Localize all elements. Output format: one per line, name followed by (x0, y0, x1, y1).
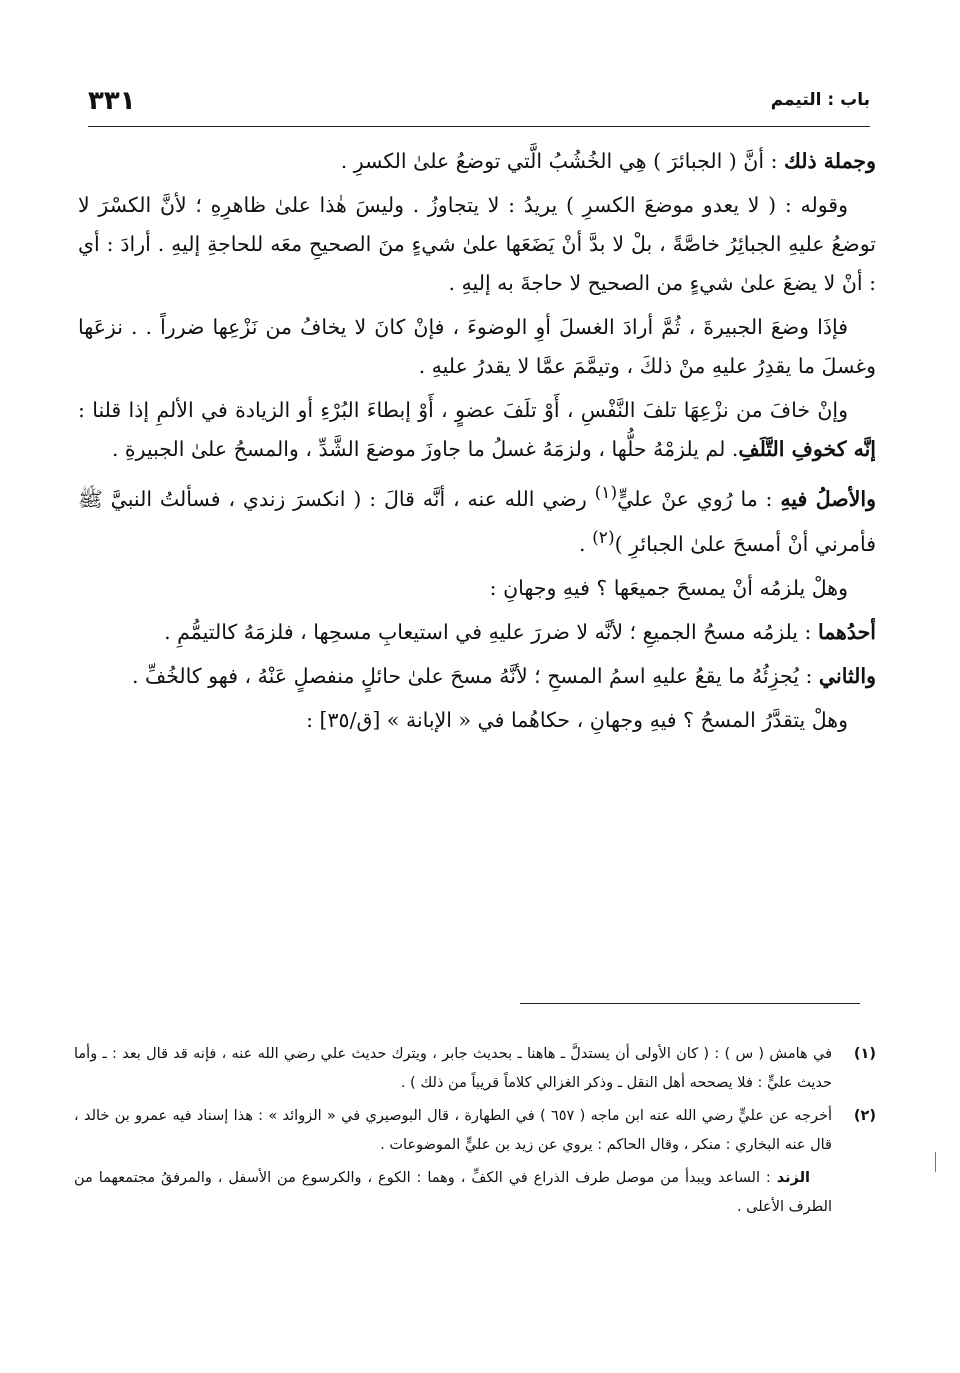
paragraph-removal: فإذَا وضعَ الجبيرةَ ، ثُمَّ أرادَ الغسلَ أوِ الوضوءَ ، فإنْ كانَ لا يخافُ من نَزْعِها ضرراً . . نزعَها وغسلَ ما يقدِرُ عليهِ منْ ذلكَ ، وتيمَّمَ عمَّا لا يقدرُ عليهِ . (78, 315, 876, 378)
paragraph-measure: وهلْ يتقدَّرُ المسحُ ؟ فيهِ وجهانِ ، حكاهُما في « الإبانة » [ق/٣٥] : (306, 707, 848, 732)
main-text (78, 142, 876, 745)
footnote-note-lead: الزند (776, 1170, 810, 1186)
paragraph-fear (78, 391, 876, 469)
page-header (88, 86, 870, 127)
paragraph-text: . (579, 531, 593, 556)
footnote-ref-1: (١) (594, 483, 618, 503)
footnote-2-note (74, 1164, 832, 1222)
paragraph-question: وهلْ يلزمُه أنْ يمسحَ جميعَها ؟ فيهِ وجهانِ : (489, 575, 848, 600)
paragraph-origin (78, 474, 876, 564)
paragraph-text: : يُجزِئُهُ ما يقعُ عليهِ اسمُ المسحِ ؛ لأنَّهُ مسحَ علىٰ حائلٍ منفصلٍ عَنْهُ ، فهو كالخُفِّ . (131, 663, 819, 688)
paragraph-lead: والأصلُ فيهِ (780, 486, 876, 511)
footnote-divider (520, 1003, 860, 1004)
footnote-text: في هامش ( س ) : ( كان الأولى أن يستدلَّ ـ هاهنا ـ بحديث جابر ، ويترك حديث علي رضي الله عنه ، فإنه قد قال بعد : ـ وأما حديث عليٍّ : فلا يصححه أهل النقل ـ وذكر الغزالي كلاماً قريباً من ذلك ) . (74, 1046, 832, 1091)
paragraph-text: . لم يلزمْهُ حلُّها ، ولزمَهُ غسلُ ما جاوزَ موضعَ الشَّدِّ ، والمسحُ علىٰ الجبيرةِ . (111, 437, 739, 461)
footnotes (74, 1040, 876, 1222)
paragraph-text: وإنْ خافَ من نزْعِهَا تلفَ النَّفْسِ ، أَوْ تلَفَ عضوٍ ، أَوْ إبطاءَ البُرْءِ أو الزيادة في الألمِ إذا قلنا : (78, 398, 848, 422)
paragraph-lead: وجملة ذلك (784, 149, 876, 173)
footnote-text: أخرجه عن عليٍّ رضي الله عنه ابن ماجه ( ٦٥٧ ) في الطهارة ، قال البوصيري في « الزوائد » : هذا إسناد فيه عمرو بن خالد ، قال عنه البخاري : منكر ، وقال الحاكم : يروي عن زيد بن عليٍّ الموضوعات . (74, 1108, 832, 1153)
paragraph-text: : يلزمُه مسحُ الجميعِ ؛ لأنَّه لا ضررَ عليهِ في استيعابِ مسحِها ، فلزمَهُ كالتيمُّمِ . (164, 619, 818, 644)
paragraph-explanation: وقوله : ( لا يعدو موضعَ الكسرِ ) يريدُ : لا يتجاوزُ . وليسَ هٰذا علىٰ ظاهرِهِ ؛ لأنَّ الكسْرَ لا توضعُ عليهِ الجبائِرُ خاصَّةً ، بلْ لا بدَّ أنْ يَضَعَها علىٰ شيءٍ منَ الصحيحِ معَه للحاجةِ إليهِ . أرادَ : أي : أنْ لا يضعَ علىٰ شيءٍ من الصحيح لا حاجةَ به إليهِ . (78, 193, 876, 295)
footnote-number: (٢) (853, 1108, 876, 1124)
margin-mark (935, 1152, 936, 1172)
paragraph-lead: والثاني (818, 663, 876, 688)
footnote-ref-2: (٢) (592, 527, 615, 548)
paragraph-bold-phrase: إنَّه كخوفِ التَّلَفِ (738, 437, 876, 461)
footnote-1 (74, 1040, 876, 1098)
paragraph-summary (78, 142, 876, 181)
paragraph-text: رضي الله عنه ، أنَّه قالَ : ( انكسرَ زندي ، فسألتُ النبيَّ ﷺ فأمرني أنْ أمسحَ علىٰ الجبائرِ ) (78, 486, 876, 556)
footnote-number: (١) (853, 1046, 876, 1062)
footnote-2 (74, 1102, 876, 1160)
paragraph-first-view (78, 613, 876, 652)
paragraph-text: : أنَّ ( الجبائرَ ) هِي الخُشُبُ الَّتي توضعُ علىٰ الكسرِ . (340, 149, 784, 173)
page-number: ٣٣١ (88, 86, 136, 116)
chapter-title: باب : التيمم (770, 90, 870, 110)
paragraph-text: : ما رُوي عنْ عليٍّ (617, 486, 781, 511)
paragraph-second-view (78, 657, 876, 696)
footnote-note-text: : الساعد ويبدأ من موصل طرف الذراع في الكفِّ ، وهما : الكوع ، والكرسوع من الأسفل ، والمرفقُ مجتمعهما من الطرف الأعلى . (74, 1170, 832, 1215)
paragraph-lead: أحدُهما (817, 619, 876, 644)
